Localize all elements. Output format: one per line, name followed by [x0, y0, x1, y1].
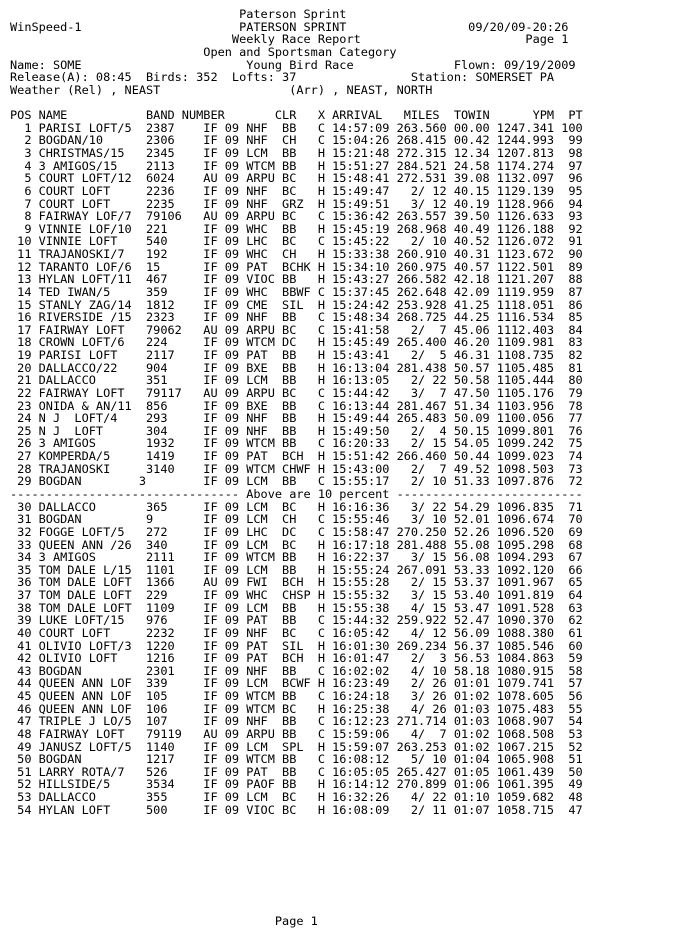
result-row: 47 TRIPLE J LO/5 107 IF 09 NHF BB C 16:12:23 271.714 01:03 1068.907 54 [10, 714, 583, 729]
result-row: 36 TOM DALE LOFT 1366 AU 09 FWI BCH H 15:55:28 2/ 15 53.37 1091.967 65 [10, 575, 583, 590]
result-row: 34 3 AMIGOS 2111 IF 09 WTCM BB H 16:22:37 3/ 15 56.08 1094.293 67 [10, 550, 583, 565]
result-row: 2 BOGDAN/10 2306 IF 09 NHF CH C 15:04:26 268.415 00.42 1244.993 99 [10, 133, 583, 148]
result-row: 19 PARISI LOFT 2117 IF 09 PAT BB H 15:43:41 2/ 5 46.31 1108.735 82 [10, 348, 583, 362]
result-row: 4 3 AMIGOS/15 2113 IF 09 WTCM BB H 15:51:27 284.521 24.58 1174.274 97 [10, 158, 583, 173]
result-row: 54 HYLAN LOFT 500 IF 09 VIOC BC H 16:08:09 2/ 11 01:07 1058.715 47 [10, 802, 583, 817]
result-row: 46 QUEEN ANN LOF 106 IF 09 WTCM BC H 16:25:38 4/ 26 01:03 1075.483 55 [10, 701, 583, 716]
header-category: Open and Sportsman Category [10, 44, 397, 59]
result-row: 13 HYLAN LOFT/11 467 IF 09 VIOC BB H 15:43:27 266.582 42.18 1121.207 88 [10, 272, 583, 287]
result-row: 52 HILLSIDE/5 3534 IF 09 PAOF BB H 16:14:12 270.899 01:06 1061.395 49 [10, 777, 583, 792]
result-row: 23 ONIDA & AN/11 856 IF 09 BXE BB C 16:13:44 281.467 51.34 1103.956 78 [10, 398, 583, 413]
column-headers: POS NAME BAND NUMBER CLR X ARRIVAL MILES TOWIN YPM PT [10, 108, 583, 122]
result-row: 3 CHRISTMAS/15 2345 IF 09 LCM BB H 15:21:48 272.315 12.34 1207.813 98 [10, 145, 583, 160]
result-row: 17 FAIRWAY LOFT 79062 AU 09 ARPU BC C 15:41:58 2/ 7 45.06 1112.403 84 [10, 322, 583, 337]
result-row: 25 N J LOFT 304 IF 09 NHF BB H 15:49:50 2/ 4 50.15 1099.801 76 [10, 423, 583, 438]
result-row: 24 N J LOFT/4 293 IF 09 NHF BB H 15:49:44 265.483 50.09 1100.056 77 [10, 411, 583, 426]
result-row: 39 LUKE LOFT/15 976 IF 09 PAT BB C 15:44:32 259.922 52.47 1090.370 62 [10, 613, 583, 628]
result-row: 15 STANLY ZAG/14 1812 IF 09 CME SIL H 15:24:42 253.928 41.25 1118.051 86 [10, 297, 583, 312]
header-release-line: Release(A): 08:45 Birds: 352 Lofts: 37 Station: SOMERSET PA [10, 70, 555, 85]
header-report-title: Weekly Race Report Page 1 [10, 32, 569, 47]
result-row: 8 FAIRWAY LOF/7 79106 AU 09 ARPU BC C 15:36:42 263.557 39.50 1126.633 93 [10, 209, 583, 224]
ten-percent-divider: -------------------------------- Above are 10 percent -------------------------- [10, 486, 583, 501]
result-row: 6 COURT LOFT 2236 IF 09 NHF BC H 15:49:47 2/ 12 40.15 1129.139 95 [10, 183, 583, 198]
result-row: 35 TOM DALE L/15 1101 IF 09 LCM BB H 15:55:24 267.091 53.33 1092.120 66 [10, 562, 583, 577]
result-row: 9 VINNIE LOF/10 221 IF 09 WHC BB H 15:45:19 268.968 40.49 1126.188 92 [10, 221, 583, 236]
result-row: 26 3 AMIGOS 1932 IF 09 WTCM BB C 16:20:33 2/ 15 54.05 1099.242 75 [10, 436, 583, 451]
result-row: 51 LARRY ROTA/7 526 IF 09 PAT BB C 16:05:05 265.427 01:05 1061.439 50 [10, 764, 583, 779]
result-row: 42 OLIVIO LOFT 1216 IF 09 PAT BCH H 16:01:47 2/ 3 56.53 1084.863 59 [10, 651, 583, 666]
result-row: 38 TOM DALE LOFT 1109 IF 09 LCM BB H 15:55:38 4/ 15 53.47 1091.528 63 [10, 600, 583, 615]
result-row: 21 DALLACCO 351 IF 09 LCM BB H 16:13:05 2/ 22 50.58 1105.444 80 [10, 373, 583, 388]
result-row: 30 DALLACCO 365 IF 09 LCM BC H 16:16:36 3/ 22 54.29 1096.835 71 [10, 499, 583, 514]
result-row: 31 BOGDAN 9 IF 09 LCM CH C 15:55:46 3/ 10 52.01 1096.674 70 [10, 512, 583, 527]
result-row: 18 CROWN LOFT/6 224 IF 09 WTCM DC H 15:45:49 265.400 46.20 1109.981 83 [10, 335, 583, 350]
result-row: 12 TARANTO LOF/6 15 IF 09 PAT BCHK H 15:34:10 260.975 40.57 1122.501 89 [10, 259, 583, 274]
result-row: 49 JANUSZ LOFT/5 1140 IF 09 LCM SPL H 15:59:07 263.253 01:02 1067.215 52 [10, 739, 583, 754]
result-row: 41 OLIVIO LOFT/3 1220 IF 09 PAT SIL H 16:01:30 269.234 56.37 1085.546 60 [10, 638, 583, 653]
result-row: 20 DALLACCO/22 904 IF 09 BXE BB H 16:13:04 281.438 50.57 1105.485 81 [10, 360, 583, 375]
result-row: 16 RIVERSIDE /15 2323 IF 09 NHF BB C 15:48:34 268.725 44.25 1116.534 85 [10, 310, 583, 325]
result-row: 14 TED IWAN/5 359 IF 09 WHC BBWF C 15:37:45 262.648 42.09 1119.959 87 [10, 284, 583, 299]
result-row: 22 FAIRWAY LOFT 79117 AU 09 ARPU BC C 15:44:42 3/ 7 47.50 1105.176 79 [10, 385, 583, 400]
result-row: 7 COURT LOFT 2235 IF 09 NHF GRZ H 15:49:51 3/ 12 40.19 1128.966 94 [10, 196, 583, 211]
result-row: 28 TRAJANOSKI 3140 IF 09 WTCM CHWF H 15:43:00 2/ 7 49.52 1098.503 73 [10, 461, 583, 476]
result-row: 50 BOGDAN 1217 IF 09 WTCM BB C 16:08:12 5/ 10 01:04 1065.908 51 [10, 752, 583, 767]
result-row: 1 PARISI LOFT/5 2387 IF 09 NHF BB C 14:57:09 263.560 00.00 1247.341 100 [10, 120, 583, 135]
result-row: 44 QUEEN ANN LOF 339 IF 09 LCM BCWF H 16:23:49 2/ 26 01:01 1079.741 57 [10, 676, 583, 691]
result-row: 37 TOM DALE LOFT 229 IF 09 WHC CHSP H 15:55:32 3/ 15 53.40 1091.819 64 [10, 588, 583, 602]
result-row: 29 BOGDAN 3 IF 09 LCM BB C 15:55:17 2/ 10 51.33 1097.876 72 [10, 474, 583, 489]
header-race-line: Name: SOME Young Bird Race Flown: 09/19/2009 [10, 57, 576, 72]
result-row: 27 KOMPERDA/5 1419 IF 09 PAT BCH H 15:51:42 266.460 50.44 1099.023 74 [10, 449, 583, 464]
result-row: 10 VINNIE LOFT 540 IF 09 LHC BC C 15:45:22 2/ 10 40.52 1126.072 91 [10, 234, 583, 249]
header-program-line: WinSpeed-1 PATERSON SPRINT 09/20/09-20:26 [10, 19, 569, 34]
result-row: 5 COURT LOFT/12 6024 AU 09 ARPU BC H 15:48:41 272.531 39.08 1132.097 96 [10, 171, 583, 186]
result-row: 45 QUEEN ANN LOF 105 IF 09 WTCM BB C 16:24:18 3/ 26 01:02 1078.605 56 [10, 689, 583, 703]
page-footer: Page 1 [10, 914, 318, 928]
result-row: 11 TRAJANOSKI/7 192 IF 09 WHC CH H 15:33:38 260.910 40.31 1123.672 90 [10, 247, 583, 261]
header-club-name: Paterson Sprint [10, 7, 347, 21]
result-row: 33 QUEEN ANN /26 340 IF 09 LCM BC H 16:17:18 281.488 55.08 1095.298 68 [10, 537, 583, 552]
result-row: 40 COURT LOFT 2232 IF 09 NHF BC C 16:05:42 4/ 12 56.09 1088.380 61 [10, 625, 583, 640]
header-weather-line: Weather (Rel) , NEAST (Arr) , NEAST, NORTH [10, 82, 433, 97]
result-row: 32 FOGGE LOFT/5 272 IF 09 LHC DC C 15:58:47 270.250 52.26 1096.520 69 [10, 524, 583, 539]
result-row: 53 DALLACCO 355 IF 09 LCM BC H 16:32:26 4/ 22 01:10 1059.682 48 [10, 790, 583, 805]
result-row: 48 FAIRWAY LOFT 79119 AU 09 ARPU BB C 15:59:06 4/ 7 01:02 1068.508 53 [10, 726, 583, 741]
result-row: 43 BOGDAN 2301 IF 09 NHF BB C 16:02:02 4/ 10 58.18 1080.915 58 [10, 663, 583, 678]
